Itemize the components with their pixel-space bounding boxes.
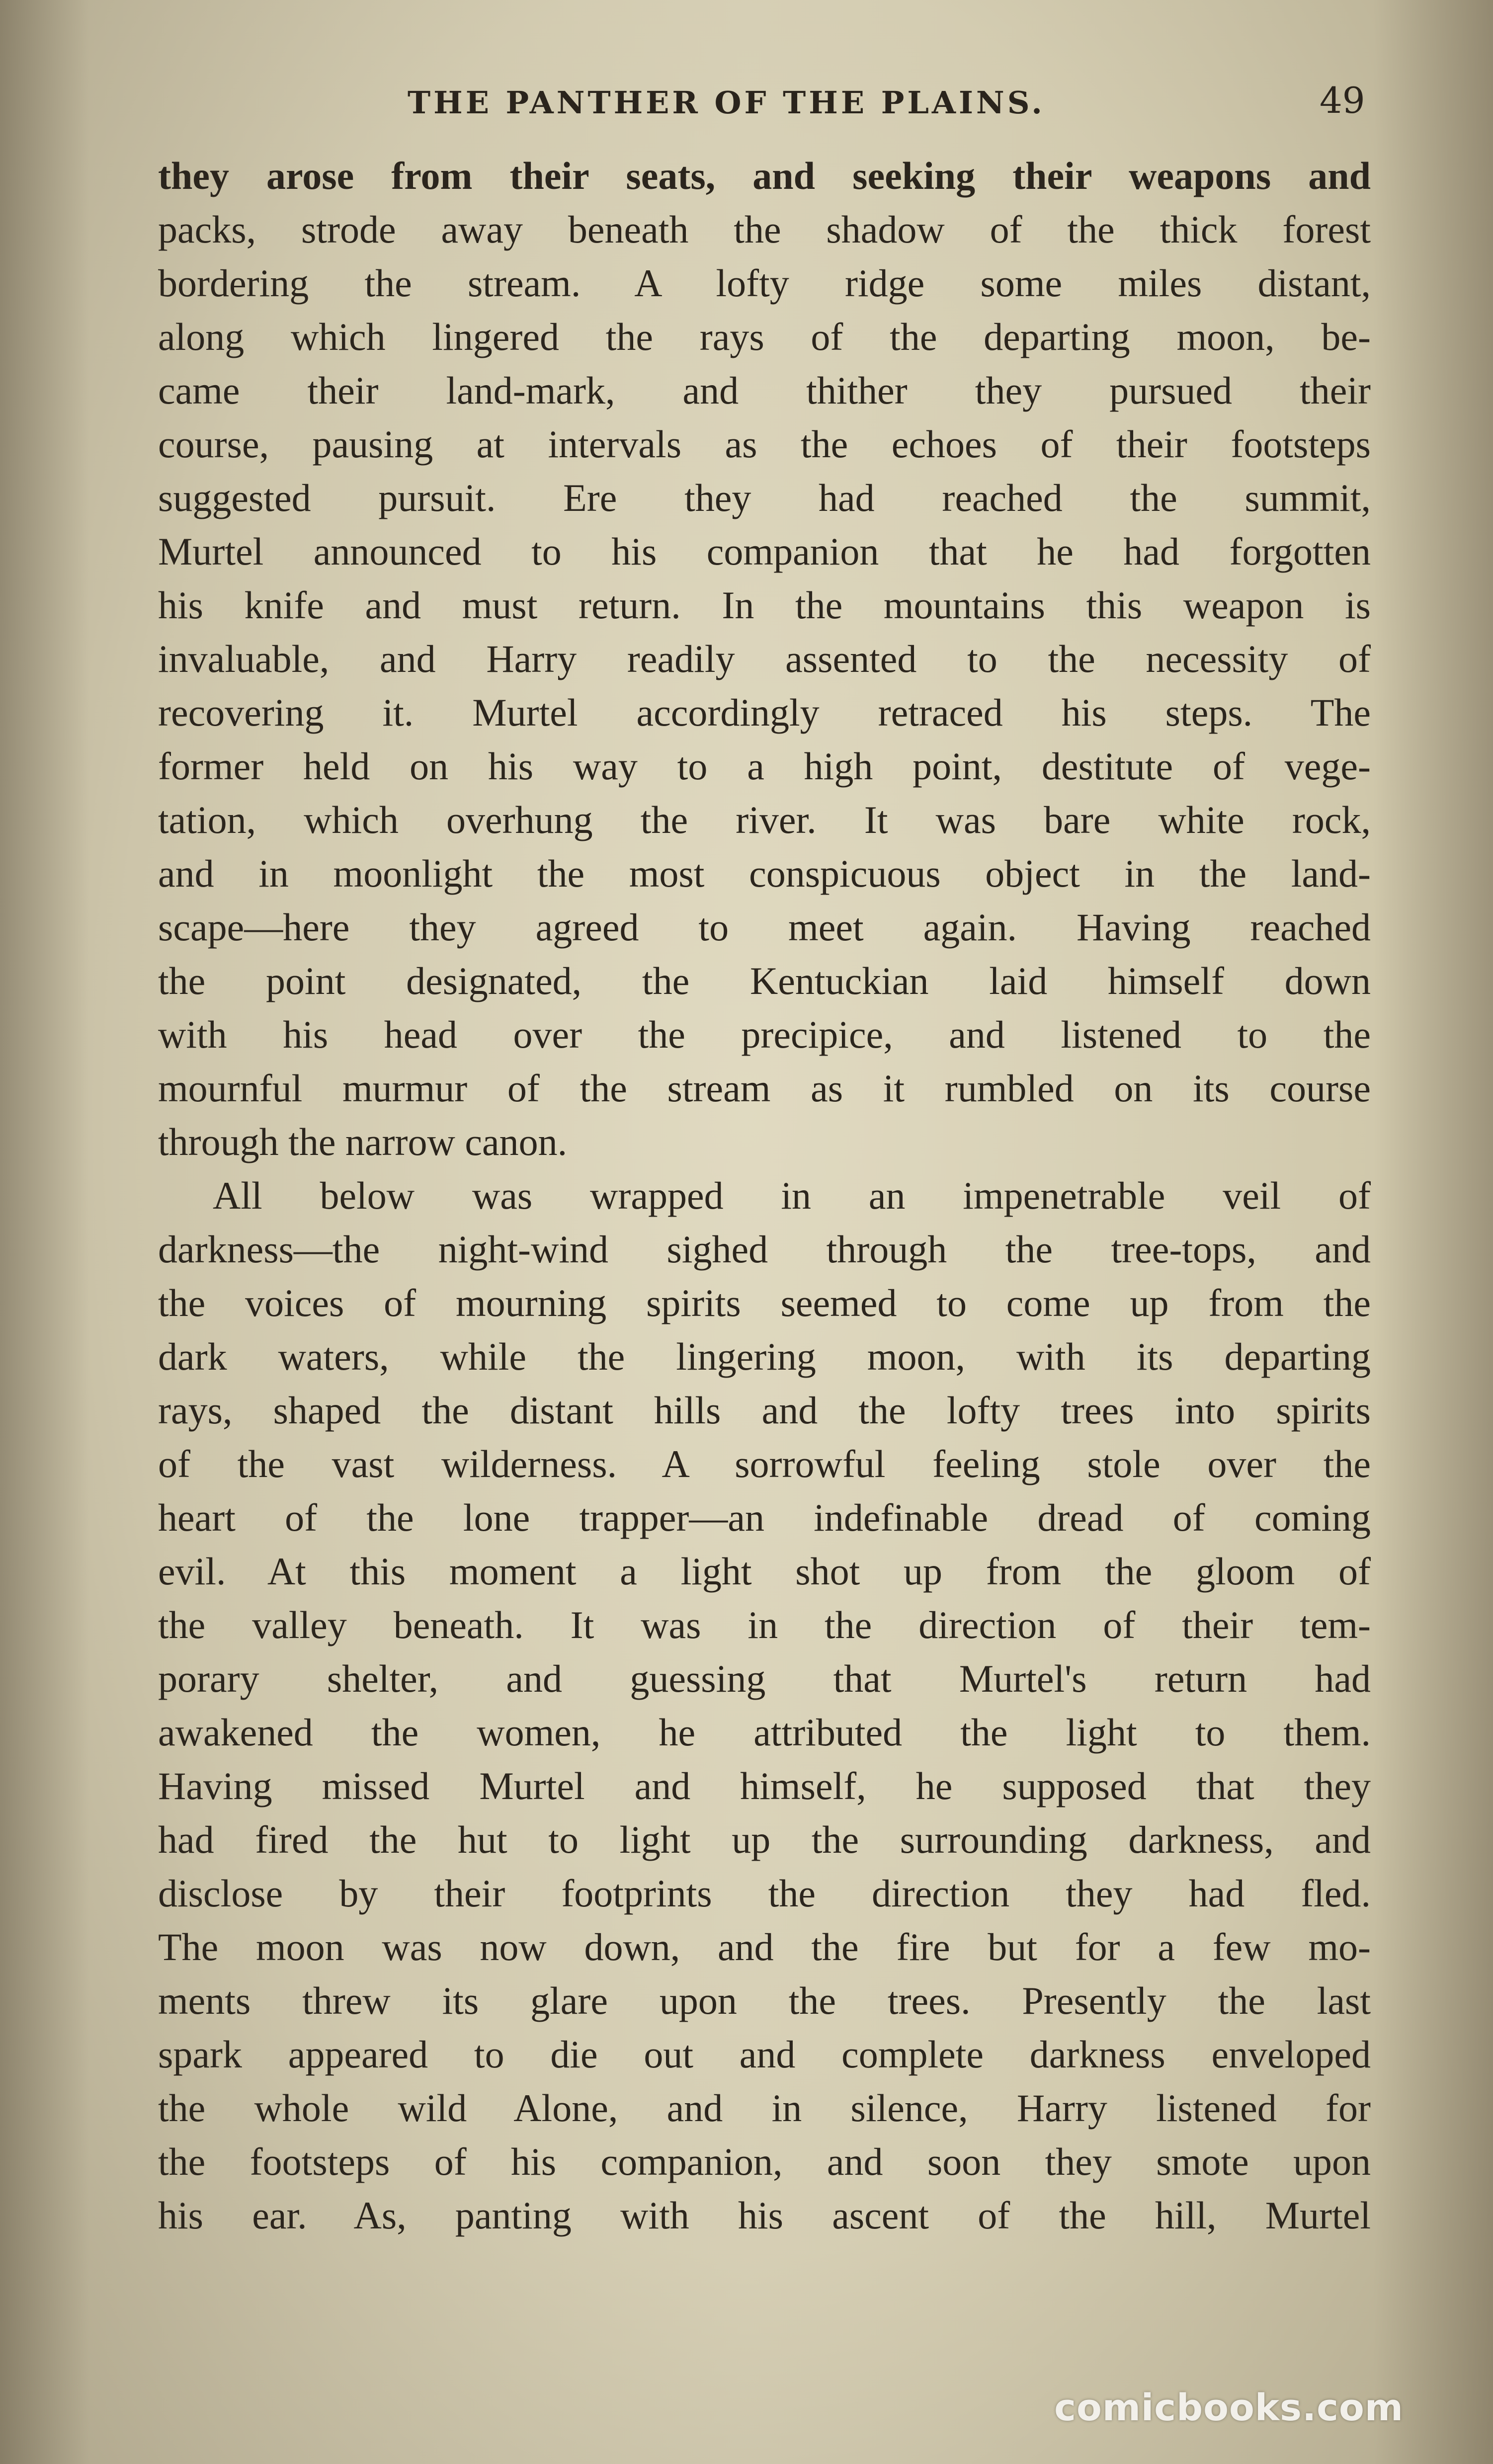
text-line: the valley beneath. It was in the direction of their tem- <box>158 1603 1371 1646</box>
text-line: they arose from their seats, and seeking their weapons and <box>158 154 1371 197</box>
text-line: mournful murmur of the stream as it rumbled on its course <box>158 1067 1371 1110</box>
text-line: rays, shaped the distant hills and the lofty trees into spirits <box>158 1389 1371 1432</box>
text-line: of the vast wilderness. A sorrowful feeling stole over the <box>158 1442 1371 1485</box>
body-text <box>158 149 1371 2242</box>
text-line: porary shelter, and guessing that Murtel's return had <box>158 1657 1371 1700</box>
text-line: disclose by their footprints the direction they had fled. <box>158 1872 1371 1915</box>
text-line: through the narrow canon. <box>158 1120 568 1163</box>
text-line: recovering it. Murtel accordingly retraced his steps. The <box>158 691 1371 734</box>
text-line: the voices of mourning spirits seemed to come up from the <box>158 1281 1371 1324</box>
text-line: bordering the stream. A lofty ridge some miles distant, <box>158 261 1371 305</box>
text-line: heart of the lone trapper—an indefinable dread of coming <box>158 1496 1371 1539</box>
text-line: former held on his way to a high point, destitute of vege- <box>158 744 1371 788</box>
text-line: the footsteps of his companion, and soon they smote upon <box>158 2140 1371 2183</box>
text-line: evil. At this moment a light shot up from the gloom of <box>158 1550 1371 1593</box>
text-line: dark waters, while the lingering moon, with its departing <box>158 1335 1371 1378</box>
text-line: with his head over the precipice, and listened to the <box>158 1013 1371 1056</box>
text-line: the point designated, the Kentuckian laid himself down <box>158 959 1371 1002</box>
text-line: Having missed Murtel and himself, he supposed that they <box>158 1764 1371 1807</box>
text-line: had fired the hut to light up the surrounding darkness, and <box>158 1818 1371 1861</box>
running-title: THE PANTHER OF THE PLAINS. <box>408 84 1045 121</box>
text-line: along which lingered the rays of the departing moon, be- <box>158 315 1371 358</box>
text-line: darkness—the night-wind sighed through the tree-tops, and <box>158 1228 1371 1271</box>
paragraph-2 <box>158 1169 1371 2242</box>
paragraph-1 <box>158 149 1371 1169</box>
text-line: All below was wrapped in an impenetrable veil of <box>213 1174 1371 1217</box>
text-line: spark appeared to die out and complete darkness enveloped <box>158 2033 1371 2076</box>
text-line: ments threw its glare upon the trees. Presently the last <box>158 1979 1371 2022</box>
text-line: came their land-mark, and thither they pursued their <box>158 369 1371 412</box>
text-line: Murtel announced to his companion that he had forgotten <box>158 530 1371 573</box>
text-line: suggested pursuit. Ere they had reached the summit, <box>158 476 1371 519</box>
text-line: tation, which overhung the river. It was bare white rock, <box>158 798 1371 841</box>
text-line: The moon was now down, and the fire but for a few mo- <box>158 1925 1371 1969</box>
text-line: and in moonlight the most conspicuous object in the land- <box>158 852 1371 895</box>
text-line: invaluable, and Harry readily assented to the necessity of <box>158 637 1371 680</box>
text-line: packs, strode away beneath the shadow of the thick forest <box>158 208 1371 251</box>
text-line: the whole wild Alone, and in silence, Harry listened for <box>158 2086 1371 2130</box>
text-line: scape—here they agreed to meet again. Having reached <box>158 905 1371 949</box>
text-line: awakened the women, he attributed the light to them. <box>158 1711 1371 1754</box>
site-watermark: comicbooks.com <box>1054 2386 1404 2429</box>
text-line: his ear. As, panting with his ascent of the hill, Murtel <box>158 2194 1371 2237</box>
text-line: his knife and must return. In the mountains this weapon is <box>158 583 1371 627</box>
page-number: 49 <box>1320 80 1365 121</box>
text-line: course, pausing at intervals as the echoes of their footsteps <box>158 422 1371 466</box>
